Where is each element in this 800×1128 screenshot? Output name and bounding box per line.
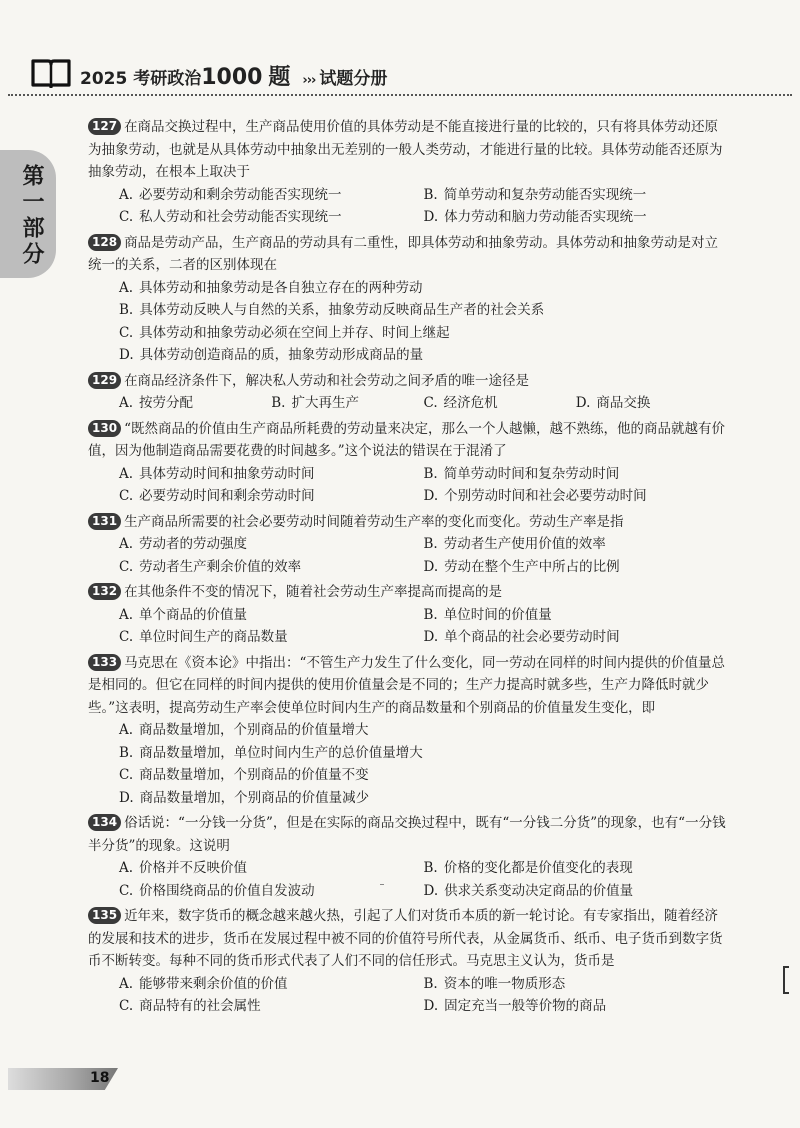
option-text: 单位时间的价值量 [443, 606, 552, 623]
options-list [88, 719, 728, 809]
option-letter: B. [423, 860, 438, 876]
option-letter: A. [119, 395, 134, 411]
question-stem [88, 370, 728, 393]
option-letter: B. [119, 302, 134, 318]
option-text: 具体劳动和抽象劳动是各自独立存在的两种劳动 [139, 279, 423, 296]
question-stem [88, 116, 728, 184]
option-letter: C. [119, 488, 134, 504]
question-127 [88, 116, 728, 229]
question-number-badge: 128 [88, 234, 121, 251]
option-text: 劳动者的劳动强度 [139, 536, 248, 552]
question-128 [88, 232, 728, 367]
option-text: 按劳分配 [139, 395, 194, 411]
option-b [271, 392, 423, 415]
question-stem-text: 生产商品所需要的社会必要劳动时间随着劳动生产率的变化而变化。劳动生产率是指 [124, 513, 624, 530]
part-label: 第一部分 [19, 164, 44, 268]
options-list [88, 973, 728, 1018]
option-text: 简单劳动和复杂劳动能否实现统一 [443, 186, 647, 203]
open-book-icon [30, 58, 72, 88]
option-letter: A. [119, 279, 134, 296]
option-b [119, 742, 728, 765]
option-b [424, 857, 729, 880]
option-text: 具体劳动反映人与自然的关系，抽象劳动反映商品生产者的社会关系 [139, 302, 545, 318]
option-text: 私人劳动和社会劳动能否实现统一 [139, 209, 342, 225]
option-d [424, 556, 729, 579]
option-letter: D. [423, 882, 439, 899]
question-number-badge: 135 [88, 907, 121, 924]
option-letter: D. [423, 629, 439, 645]
option-a [119, 184, 424, 207]
header-year: 2025 [80, 69, 128, 89]
option-text: 能够带来剩余价值的价值 [139, 975, 288, 992]
option-a [119, 463, 424, 486]
option-text: 劳动者生产剩余价值的效率 [139, 558, 302, 575]
option-letter: B. [423, 536, 438, 552]
question-number-badge: 132 [88, 583, 121, 600]
question-131 [88, 511, 728, 579]
option-b [424, 973, 729, 996]
option-d [119, 787, 728, 810]
options-list [88, 392, 728, 415]
question-129 [88, 370, 728, 415]
option-text: 个别劳动时间和社会必要劳动时间 [444, 488, 647, 504]
print-speck [380, 884, 384, 885]
question-stem [88, 511, 728, 534]
question-stem [88, 418, 728, 463]
question-stem-text: 在其他条件不变的情况下，随着社会劳动生产率提高而提高的是 [124, 584, 503, 600]
option-text: 必要劳动时间和剩余劳动时间 [139, 488, 315, 504]
option-letter: A. [119, 722, 134, 738]
header-count: 1000 [201, 65, 263, 90]
option-c [119, 485, 424, 508]
option-letter: C. [119, 209, 134, 225]
option-letter: C. [119, 998, 134, 1014]
option-text: 经济危机 [443, 395, 498, 411]
option-c [119, 206, 424, 229]
option-letter: D. [423, 998, 439, 1014]
options-list [88, 533, 728, 578]
option-letter: A. [119, 860, 134, 876]
option-letter: B. [271, 395, 286, 411]
option-text: 体力劳动和脑力劳动能否实现统一 [444, 209, 647, 225]
header-unit: 题 [268, 65, 291, 90]
option-text: 固定充当一般等价物的商品 [444, 998, 607, 1014]
option-letter: D. [423, 209, 439, 225]
option-text: 具体劳动时间和抽象劳动时间 [139, 465, 315, 482]
option-letter: D. [575, 395, 591, 411]
option-a [119, 604, 424, 627]
option-a [119, 392, 271, 415]
option-text: 单个商品的社会必要劳动时间 [444, 629, 620, 645]
question-number-badge: 127 [88, 118, 121, 135]
page-number: 18 [90, 1070, 110, 1086]
question-stem-text: “既然商品的价值由生产商品所耗费的劳动量来决定，那么一个人越懒，越不熟练，他的商品就越有价值，因为他制造商品需要花费的时间越多。”这个说法的错误在于混淆了 [88, 420, 725, 459]
option-text: 价格并不反映价值 [139, 860, 248, 876]
header-subject: 考研政治 [133, 69, 202, 89]
option-text: 价格的变化都是价值变化的表现 [443, 860, 633, 876]
option-a [119, 277, 728, 300]
option-c [424, 392, 576, 415]
option-text: 供求关系变动决定商品的价值量 [444, 882, 634, 899]
options-list [88, 184, 728, 229]
edge-bracket-mark [783, 966, 789, 994]
option-a [119, 533, 424, 556]
option-letter: B. [119, 744, 134, 761]
option-text: 商品数量增加，个别商品的价值量增大 [139, 722, 369, 738]
option-letter: B. [423, 975, 438, 992]
question-132 [88, 581, 728, 649]
option-b [424, 463, 729, 486]
option-letter: A. [119, 606, 134, 623]
option-text: 简单劳动时间和复杂劳动时间 [443, 465, 620, 482]
option-c [119, 556, 424, 579]
option-d [119, 344, 728, 367]
option-letter: D. [423, 558, 439, 575]
options-list [88, 277, 728, 367]
option-letter: B. [423, 606, 438, 623]
option-d [424, 880, 729, 903]
option-letter: C. [119, 882, 134, 899]
question-stem-text: 俗话说：“一分钱一分货”，但是在实际的商品交换过程中，既有“一分钱二分货”的现象，也有“一分钱半分货”的现象。这说明 [88, 815, 726, 854]
option-letter: C. [119, 558, 134, 575]
question-number-badge: 134 [88, 814, 121, 831]
options-list [88, 463, 728, 508]
option-text: 资本的唯一物质形态 [443, 975, 566, 992]
option-c [119, 322, 728, 345]
question-134 [88, 812, 728, 902]
option-text: 劳动在整个生产中所占的比例 [444, 558, 620, 575]
question-number-badge: 130 [88, 420, 121, 437]
option-text: 劳动者生产使用价值的效率 [443, 536, 606, 552]
option-d [424, 995, 729, 1018]
header-subtitle: 试题分册 [319, 69, 388, 89]
option-a [119, 719, 728, 742]
option-text: 单位时间生产的商品数量 [139, 629, 288, 645]
option-letter: D. [119, 789, 134, 806]
option-b [424, 184, 729, 207]
question-number-badge: 133 [88, 654, 121, 671]
option-c [119, 995, 424, 1018]
part-side-tab [0, 150, 56, 278]
options-list [88, 604, 728, 649]
option-b [424, 533, 729, 556]
option-c [119, 880, 424, 903]
option-text: 必要劳动和剩余劳动能否实现统一 [139, 186, 342, 203]
options-list [88, 857, 728, 902]
question-stem-text: 在商品经济条件下，解决私人劳动和社会劳动之间矛盾的唯一途径是 [124, 372, 530, 389]
option-d [424, 626, 729, 649]
page-footer [0, 1066, 800, 1096]
option-letter: C. [119, 324, 134, 341]
option-b [424, 604, 729, 627]
page-header [0, 0, 800, 96]
option-text: 商品数量增加，个别商品的价值量减少 [139, 789, 370, 806]
option-text: 单个商品的价值量 [139, 606, 248, 623]
question-list [88, 116, 728, 1021]
option-letter: C. [119, 767, 134, 783]
option-letter: B. [423, 465, 438, 482]
option-letter: C. [119, 629, 134, 645]
question-number-badge: 131 [88, 513, 121, 530]
option-text: 商品特有的社会属性 [139, 998, 261, 1014]
question-stem-text: 在商品交换过程中，生产商品使用价值的具体劳动是不能直接进行量的比较的，只有将具体劳动还原为抽象劳动，也就是从具体劳动中抽象出无差别的一般人类劳动，才能进行量的比较。具体劳动能否还原为抽象劳动，在根本上取决于 [88, 119, 723, 180]
option-d [424, 206, 729, 229]
question-stem-text: 商品是劳动产品，生产商品的劳动具有二重性，即具体劳动和抽象劳动。具体劳动和抽象劳动是对立统一的关系，二者的区别体现在 [88, 234, 719, 273]
option-text: 具体劳动创造商品的质，抽象劳动形成商品的量 [139, 347, 424, 363]
question-130 [88, 418, 728, 508]
header-arrows: ››› [302, 73, 316, 88]
option-text: 商品交换 [596, 395, 651, 411]
option-text: 具体劳动和抽象劳动必须在空间上并存、时间上继起 [139, 324, 450, 341]
option-c [119, 626, 424, 649]
option-letter: C. [423, 395, 438, 411]
book-title [80, 60, 387, 91]
header-divider [8, 94, 792, 96]
option-text: 商品数量增加，单位时间内生产的总价值量增大 [139, 744, 423, 761]
question-stem-text: 近年来，数字货币的概念越来越火热，引起了人们对货币本质的新一轮讨论。有专家指出，随着经济的发展和技术的进步，货币在发展过程中被不同的价值符号所代表，从金属货币、纸币、电子货币到数字货币不断转变。每种不同的货币形式代表了人们不同的信任形式。马克思主义认为，货币是 [88, 908, 723, 969]
option-d [576, 392, 728, 415]
option-d [424, 485, 729, 508]
question-stem [88, 652, 728, 720]
question-133 [88, 652, 728, 810]
option-text: 扩大再生产 [291, 395, 359, 411]
option-letter: D. [119, 347, 134, 363]
option-a [119, 973, 424, 996]
option-letter: A. [119, 536, 134, 552]
option-a [119, 857, 424, 880]
option-letter: B. [423, 186, 438, 203]
question-stem [88, 581, 728, 604]
question-number-badge: 129 [88, 372, 121, 389]
option-letter: A. [119, 465, 134, 482]
option-letter: A. [119, 186, 134, 203]
question-135 [88, 905, 728, 1018]
option-b [119, 299, 728, 322]
option-letter: A. [119, 975, 134, 992]
option-text: 商品数量增加，个别商品的价值量不变 [139, 767, 369, 783]
option-text: 价格围绕商品的价值自发波动 [139, 882, 315, 899]
option-letter: D. [423, 488, 439, 504]
question-stem [88, 232, 728, 277]
question-stem [88, 812, 728, 857]
question-stem-text: 马克思在《资本论》中指出：“不管生产力发生了什么变化，同一劳动在同样的时间内提供的价值量总是相同的。但它在同样的时间内提供的使用价值量会是不同的；生产力提高时就多些，生产力降低时就少些。”这表明，提高劳动生产率会使单位时间内生产的商品数量和个别商品的价值量发生变化，即 [88, 654, 725, 716]
option-c [119, 764, 728, 787]
question-stem [88, 905, 728, 973]
